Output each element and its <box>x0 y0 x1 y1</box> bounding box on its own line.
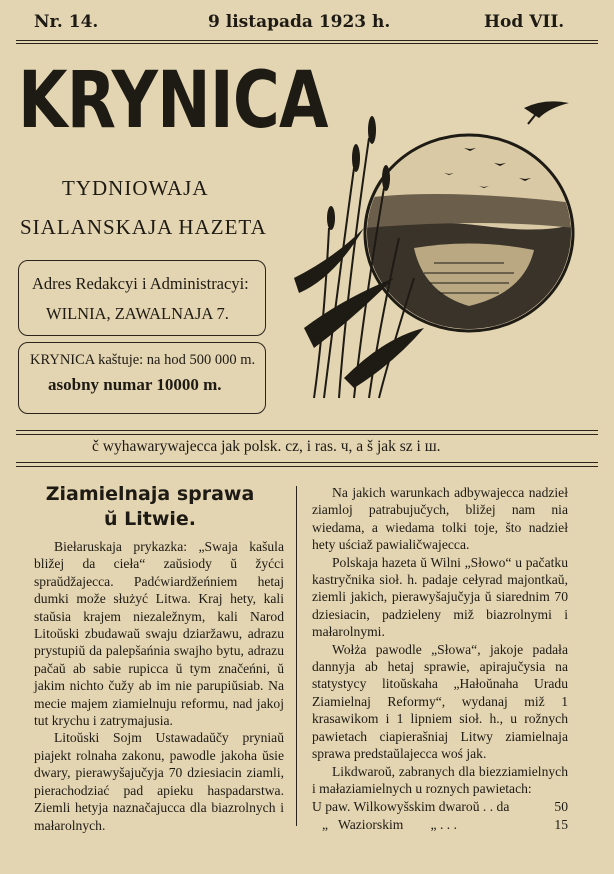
address-line-1: Adres Redakcyi i Administracyi: <box>32 274 249 293</box>
article-title-line-2: ŭ Litwie. <box>103 508 196 530</box>
issue-date: 9 listapada 1923 h. <box>208 12 391 32</box>
orthography-notice: č wyhawarywajecca jak polsk. cz, i ras. ч, a š jak sz i ш. <box>92 438 441 455</box>
header-rule-top <box>16 40 598 41</box>
article-paragraph: Wołża pawodle „Słowa“, jakoje padała dannyja ab hetaj sprawie, apirajučysia na statystycy litoŭskaha „Hałoŭnaha Uradu Ziamielnaj Reformy“, wydanaj miž 1 krasawikom i 1 lipniem sioł. h., u rožnych pawietach ciapierašniaj Litwy ziamielnaja sprawa predstaŭlajecca woś jak. <box>312 641 568 762</box>
article-title-line-1: Ziamielnaja sprawa <box>45 483 255 505</box>
header-rule-bottom <box>16 43 598 44</box>
address-line-2: WILNIA, ZAWALNAJA 7. <box>46 304 229 323</box>
article-right-column <box>312 484 568 833</box>
column-divider <box>296 486 297 826</box>
notice-rule-top-2 <box>16 434 598 435</box>
notice-rule-bottom <box>16 462 598 463</box>
article-paragraph: Na jakich warunkach adbywajecca nadzieł ziamloj patrabujučych, bližej nam nia wiedama, a wiedama tolki toje, što nadzieł hety uściaž pawialičwajecca. <box>312 485 568 553</box>
address-box <box>18 260 266 336</box>
row-label: da <box>496 799 510 815</box>
article-paragraph: Litoŭski Sojm Ustawadaŭčy pryniaŭ piajekt rolnaha zakonu, pawodle jakoha ŭsie dwary, pierawyšajučyja 70 dziesiacin ziamli, pierachodziać pad apieku haspadarstwa. Ziemli hetyja naznačajucca dla biazrolnych i małarolnych. <box>34 730 284 833</box>
masthead-title: KRYNICA <box>18 56 328 146</box>
notice-rule-top <box>16 430 598 431</box>
row-name: Waziorskim <box>338 816 404 832</box>
article-paragraph: Biełaruskaja prykazka: „Swaja kašula bližej da cieła“ zaŭsiody ŭ žyćci spraŭdžajecca. Padćwiardžeńniem hetaj dumki može służyć Litwa. Kraj hety, kali staŭsia krajem niezaležnym, kali Narod Litoŭski zbudawaŭ swaju dziaržawu, adrazu prystupiŭ da palepšańnia swajho bytu, adrazu pačaŭ ab sabie rupicca ŭ tym značeńni, ŭ jakim nichto čužy ab im nie parupiŭsiab. Na mecie majem ziamielnuju reformu, nad jakoj tut krychu i zatrymajusia. <box>34 539 284 729</box>
price-line-1: KRYNICA kaštuje: na hod 500 000 m. <box>30 352 256 368</box>
article-paragraph: Likdwaroŭ, zabranych dla biezziamielnych i małaziamielnych u roznych pawietach: <box>312 763 568 796</box>
article-left-column <box>34 538 284 834</box>
masthead-subtitle-paper: SIALANSKAJA HAZETA <box>20 215 267 239</box>
row-value: 50 <box>554 799 568 815</box>
row-prefix: U paw. <box>312 799 351 815</box>
row-dots: . . <box>482 799 494 815</box>
article-paragraph: Polskaja hazeta ŭ Wilni „Słowo“ u pačatku kastryčnika sioł. h. padaje cełyrad majontkaŭ, ziemli jakich, pierawyšajučyja ŭ siarednim 70 dziesiacin, padzieleny miž biazrolnymi i małarolnymi. <box>312 554 568 640</box>
row-dots: „ . . . <box>430 816 457 832</box>
masthead-subtitle-weekly: TYDNIOWAJA <box>62 176 209 200</box>
row-prefix: „ <box>322 816 329 832</box>
row-value: 15 <box>554 816 568 832</box>
table-row <box>312 816 568 833</box>
volume-number: Hod VII. <box>484 12 565 32</box>
landscape-illustration <box>284 78 584 408</box>
notice-rule-bottom-2 <box>16 466 598 467</box>
table-row <box>312 798 568 815</box>
price-line-2: asobny numar 10000 m. <box>48 375 222 394</box>
issue-number: Nr. 14. <box>34 12 99 32</box>
row-name: Wilkowyšskim dwaroŭ <box>353 799 480 815</box>
